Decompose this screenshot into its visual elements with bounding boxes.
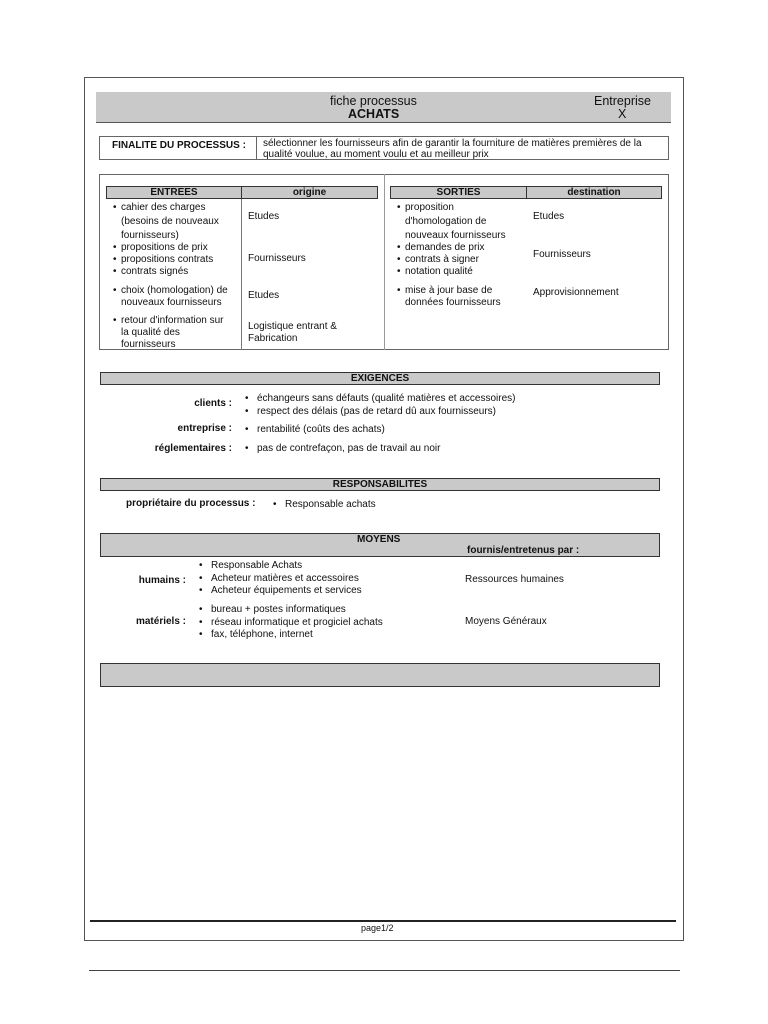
moyen-item: • fax, téléphone, internet	[199, 629, 449, 642]
finalite-divider	[256, 136, 257, 160]
entrees-group-2	[113, 242, 237, 278]
sorties-group-1	[397, 201, 519, 243]
page-number: page1/2	[361, 923, 394, 933]
entree-item: • contrats signés	[113, 266, 237, 278]
io-divider	[384, 174, 385, 350]
entrees-col-divider	[241, 199, 242, 350]
footer-rule	[90, 920, 676, 922]
header-title: ACHATS	[348, 107, 400, 121]
sortie-item: • demandes de prix	[397, 242, 519, 254]
sortie-item: • notation qualité	[397, 266, 519, 278]
moyens-provider-materiels: Moyens Généraux	[465, 616, 547, 627]
entree-item: • propositions contrats	[113, 254, 237, 266]
finalite-text: sélectionner les fournisseurs afin de garantir la fourniture de matières premières de la qualité voulue, au moment voulu et au meilleur prix	[263, 138, 642, 160]
sorties-header: SORTIES	[390, 186, 527, 199]
exigences-header: EXIGENCES	[100, 372, 660, 385]
proprietaire-value	[273, 499, 473, 512]
sortie-destination-1: Etudes	[533, 211, 565, 222]
moyens-subheader: fournis/entretenus par :	[467, 545, 580, 556]
company-label: Entreprise	[594, 94, 651, 108]
empty-section-bar	[100, 663, 660, 687]
entree-origin-1: Etudes	[248, 211, 280, 222]
moyens-label-humains: humains :	[138, 575, 186, 586]
moyen-item: • Acheteur équipements et services	[199, 585, 449, 598]
sortie-item: • proposition d'homologation de nouveaux fournisseurs	[397, 201, 519, 243]
destination-header: destination	[526, 186, 662, 199]
sortie-item: • mise à jour base de données fournisseurs	[397, 285, 515, 309]
exigence-item: • rentabilité (coûts des achats)	[245, 424, 645, 437]
entree-item: • retour d'information sur la qualité des fournisseurs	[113, 315, 231, 351]
entree-item: • cahier des charges (besoins de nouveaux fournisseurs)	[113, 201, 237, 243]
entree-item: • choix (homologation) de nouveaux fournisseurs	[113, 285, 239, 309]
entrees-group-4	[113, 315, 231, 351]
header-subtitle: fiche processus	[330, 94, 417, 108]
exigence-label-entreprise: entreprise :	[177, 423, 232, 434]
sortie-item: • contrats à signer	[397, 254, 519, 266]
entree-origin-4: Logistique entrant & Fabrication	[248, 321, 337, 344]
finalite-label: FINALITE DU PROCESSUS :	[112, 140, 246, 151]
moyens-provider-humains: Ressources humaines	[465, 574, 564, 585]
exigence-items-entreprise	[245, 424, 645, 437]
sortie-destination-2: Fournisseurs	[533, 249, 591, 260]
origine-header: origine	[241, 186, 378, 199]
entree-item: • propositions de prix	[113, 242, 237, 254]
moyen-item: • bureau + postes informatiques	[199, 604, 449, 617]
sorties-group-3	[397, 285, 515, 309]
entree-origin-2: Fournisseurs	[248, 253, 306, 264]
exigence-label-clients: clients :	[194, 398, 232, 409]
exigence-label-reglementaires: réglementaires :	[154, 443, 232, 454]
moyens-header: MOYENS	[357, 534, 401, 545]
moyen-item: • réseau informatique et progiciel achats	[199, 617, 449, 630]
entrees-group-1	[113, 201, 237, 243]
entree-origin-3: Etudes	[248, 290, 280, 301]
exigence-item: • échangeurs sans défauts (qualité matières et accessoires)	[245, 393, 645, 406]
proprietaire-item: • Responsable achats	[273, 499, 473, 512]
entrees-header: ENTREES	[106, 186, 242, 199]
exigence-item: • respect des délais (pas de retard dû aux fournisseurs)	[245, 406, 645, 419]
moyens-items-humains	[199, 560, 449, 598]
moyens-label-materiels: matériels :	[135, 616, 186, 627]
entrees-group-3	[113, 285, 239, 309]
moyen-item: • Responsable Achats	[199, 560, 449, 573]
exigence-items-clients	[245, 393, 645, 418]
responsabilites-header: RESPONSABILITES	[100, 478, 660, 491]
moyens-items-materiels	[199, 604, 449, 642]
proprietaire-label: propriétaire du processus :	[126, 498, 256, 509]
sortie-destination-3: Approvisionnement	[533, 287, 619, 298]
moyen-item: • Acheteur matières et accessoires	[199, 573, 449, 586]
exigence-items-reglementaires	[245, 443, 645, 456]
exigence-item: • pas de contrefaçon, pas de travail au noir	[245, 443, 645, 456]
sorties-group-2	[397, 242, 519, 278]
bottom-rule	[89, 970, 680, 971]
company-name: X	[618, 107, 627, 121]
